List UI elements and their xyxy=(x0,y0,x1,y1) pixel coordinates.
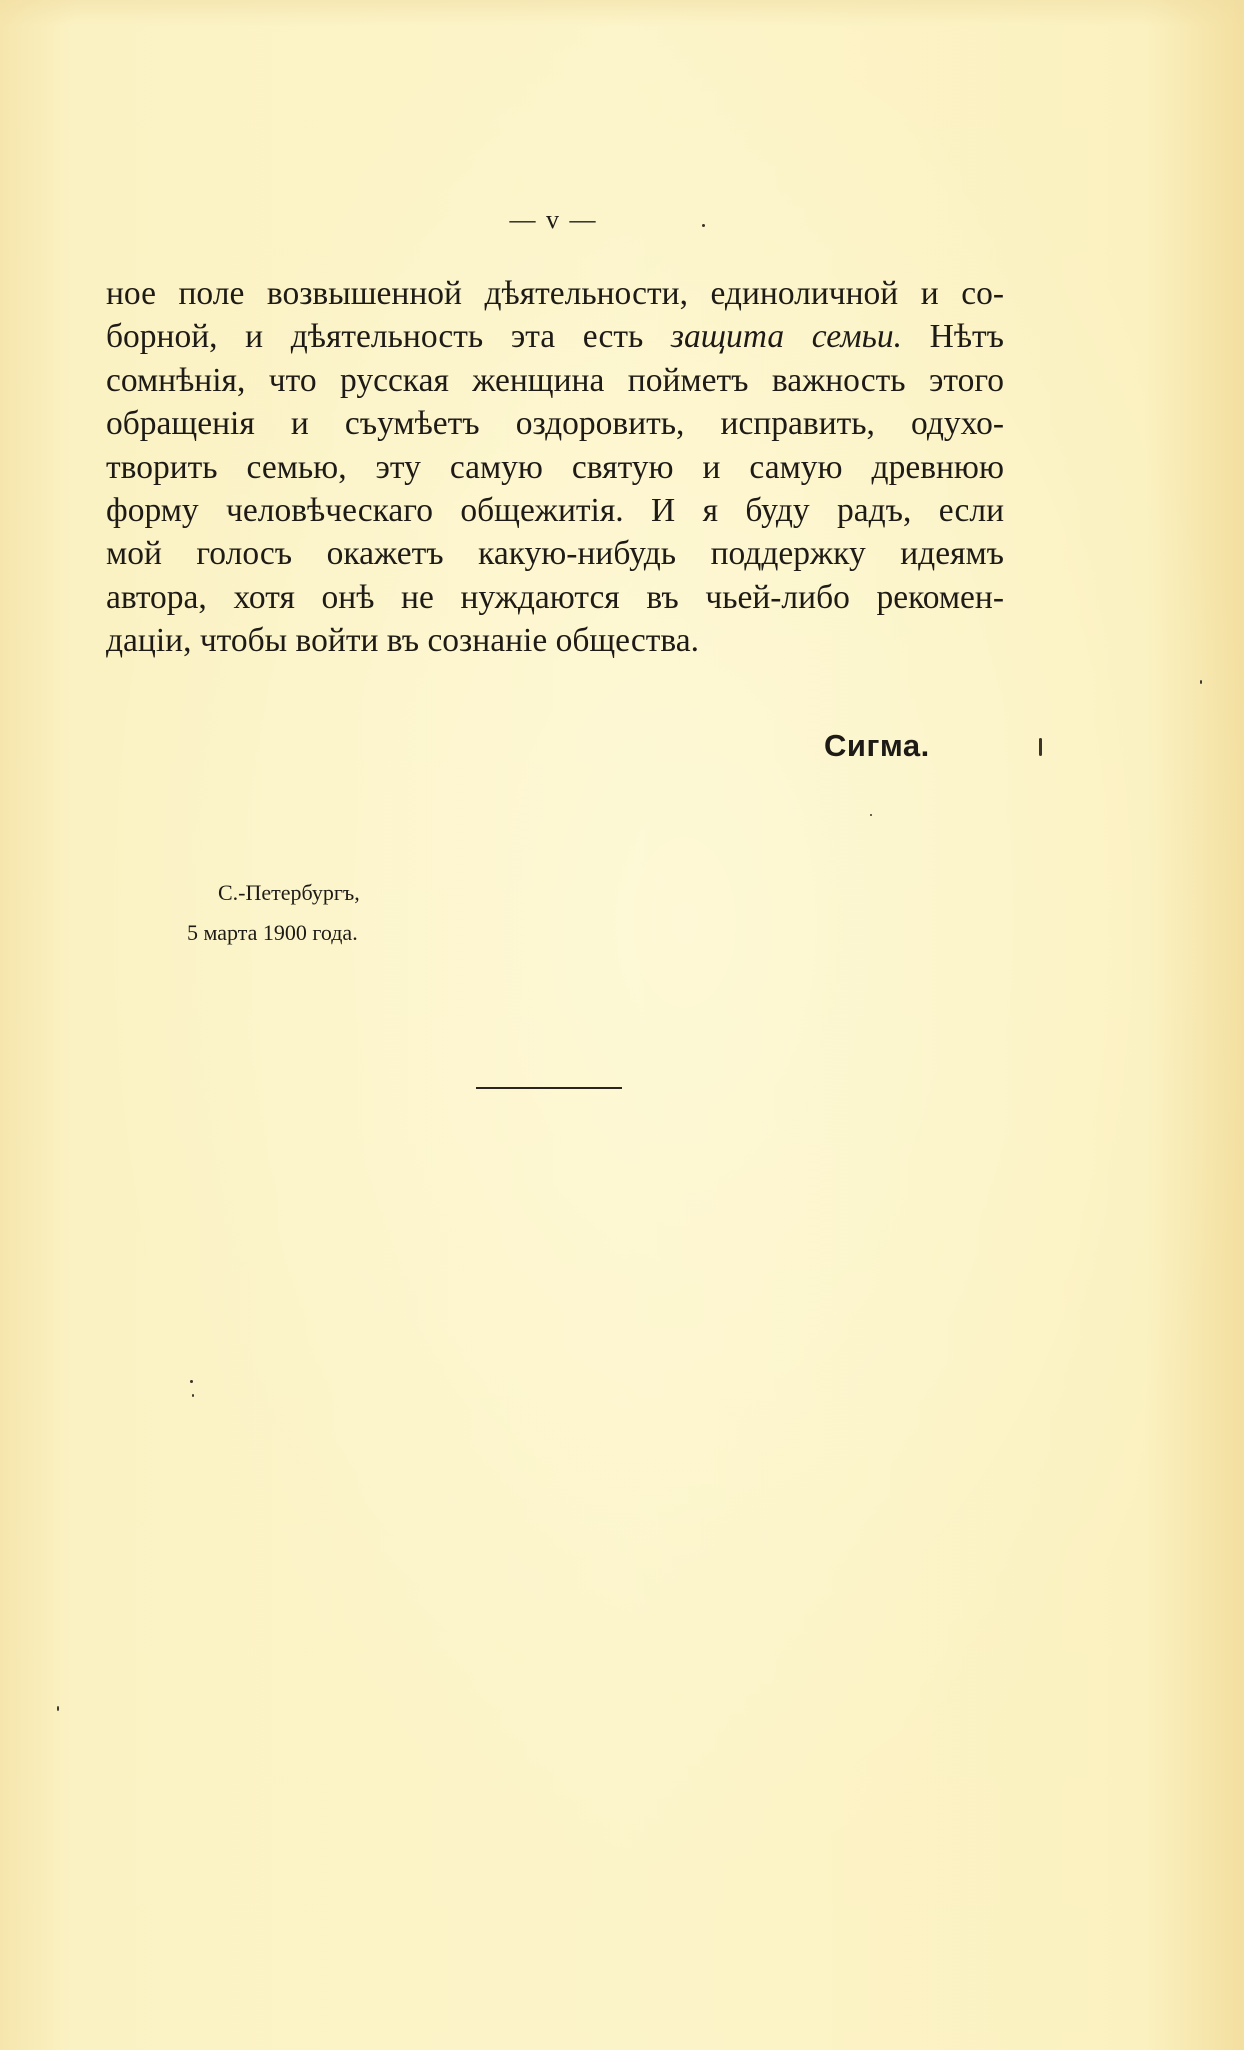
text-line: обращенія и съумѣетъ оздоровить, исправить, одухо- xyxy=(106,405,1004,443)
text-line-start: борной, и дѣятельность эта есть xyxy=(106,318,671,356)
text-line xyxy=(106,315,1004,358)
ink-speck xyxy=(190,1380,193,1383)
text-line: форму человѣческаго общежитія. И я буду радъ, если xyxy=(106,492,1004,530)
ink-speck xyxy=(57,1706,59,1711)
closing-rule xyxy=(476,1087,622,1089)
ink-speck xyxy=(192,1394,194,1397)
ink-speck xyxy=(870,814,872,816)
text-line: творить семью, эту самую святую и самую древнюю xyxy=(106,448,1004,486)
emphasized-phrase: защита семьи. xyxy=(670,318,902,356)
ink-speck xyxy=(1039,738,1042,756)
text-line-end: Нѣтъ xyxy=(902,318,1004,356)
text-line: сомнѣнія, что русская женщина пойметъ важность этого xyxy=(106,361,1004,399)
body-paragraph xyxy=(106,272,1004,663)
dateline-date: 5 марта 1900 года. xyxy=(187,920,358,945)
author-signature: Сигма. xyxy=(824,728,930,763)
page-number: — v — xyxy=(509,205,598,234)
ink-speck xyxy=(1200,680,1202,684)
text-line: автора, хотя онѣ не нуждаются въ чьей-либо рекомен- xyxy=(106,578,1004,616)
text-line: даціи, чтобы войти въ сознаніе общества. xyxy=(106,622,699,660)
text-line: мой голосъ окажетъ какую-нибудь поддержку идеямъ xyxy=(106,535,1004,573)
dateline-place: С.-Петербургъ, xyxy=(218,880,360,905)
text-line: ное поле возвышенной дѣятельности, единоличной и со- xyxy=(106,275,1004,312)
ink-speck xyxy=(702,224,705,227)
